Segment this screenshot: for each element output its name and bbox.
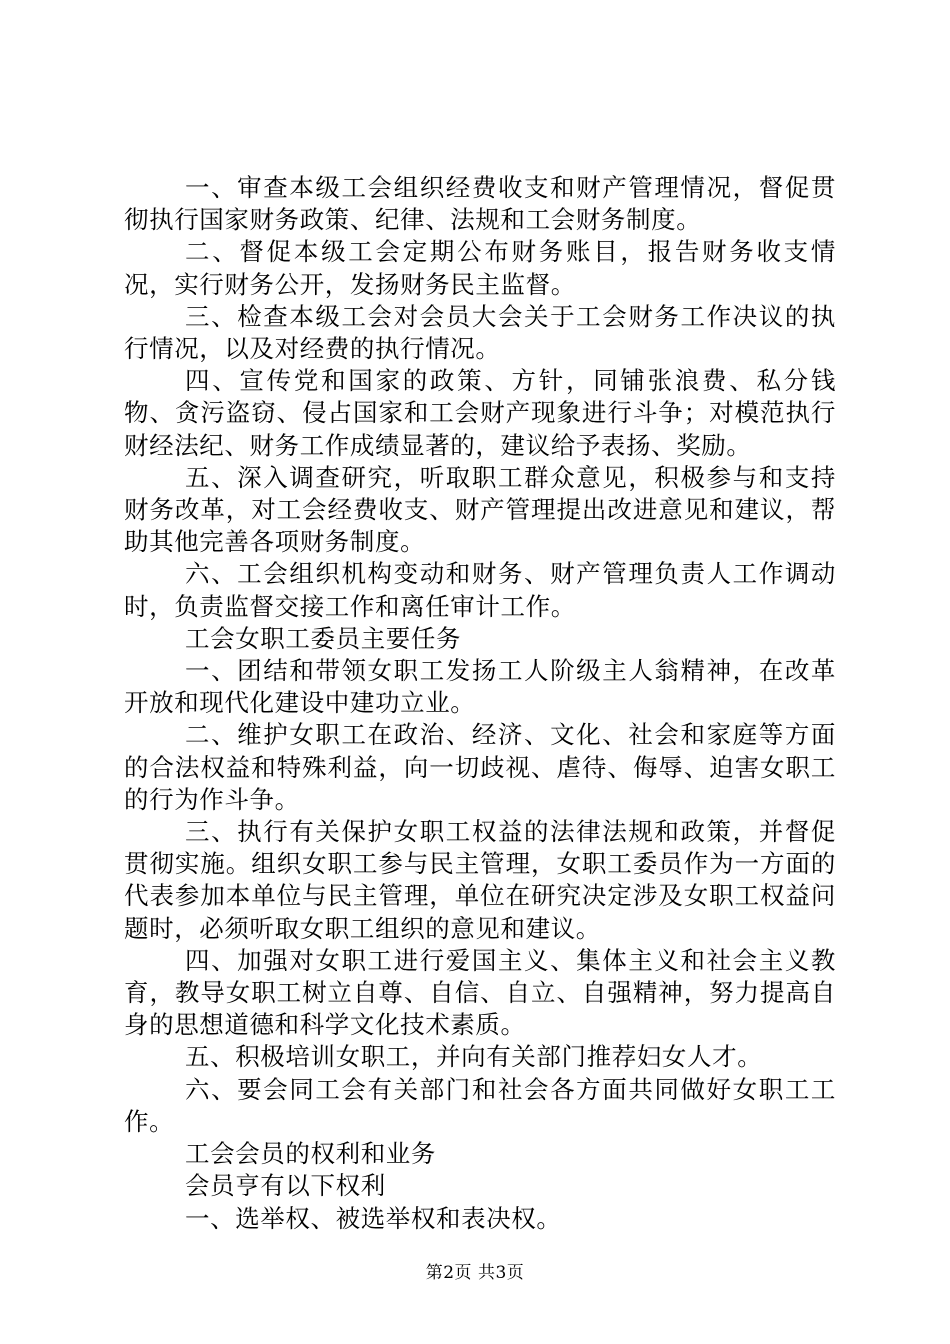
document-body — [124, 172, 836, 1235]
paragraph-enforce-laws: 三、执行有关保护女职工权益的法律法规和政策，并督促贯彻实施。组织女职工参与民主管理，女职工委员作为一方面的代表参加本单位与民主管理，单位在研究决定涉及女职工权益问题时，必须听取女职工组织的意见和建议。 — [124, 817, 836, 943]
paragraph-protect-rights: 二、维护女职工在政治、经济、文化、社会和家庭等方面的合法权益和特殊利益，向一切歧视、虐待、侮辱、迫害女职工的行为作斗争。 — [124, 720, 836, 814]
paragraph-training: 五、积极培训女职工，并向有关部门推荐妇女人才。 — [185, 1042, 763, 1072]
paragraph-audit-finance: 一、审查本级工会组织经费收支和财产管理情况，督促贯彻执行国家财务政策、纪律、法规和工会财务制度。 — [124, 173, 836, 235]
paragraph-cooperate: 六、要会同工会有关部门和社会各方面共同做好女职工工作。 — [124, 1074, 836, 1136]
paragraph-check-resolutions: 三、检查本级工会对会员大会关于工会财务工作决议的执行情况，以及对经费的执行情况。 — [124, 301, 836, 364]
subheading-member-rights: 会员亨有以下权利 — [185, 1171, 386, 1201]
page-footer — [0, 1262, 950, 1284]
page-number: 第2页 共3页 — [425, 1263, 525, 1283]
paragraph-handover-audit: 六、工会组织机构变动和财务、财产管理负责人工作调动时，负责监督交接工作和离任审计工作。 — [124, 559, 836, 621]
paragraph-promote-policy: 四、宣传党和国家的政策、方针，同铺张浪费、私分钱物、贪污盗窃、侵占国家和工会财产现象进行斗争；对模范执行财经法纪、财务工作成绩显著的，建议给予表扬、奖励。 — [124, 366, 836, 460]
paragraph-publish-accounts: 二、督促本级工会定期公布财务账目，报告财务收支情况，实行财务公开，发扬财务民主监督。 — [124, 237, 836, 299]
section-heading-women-committee: 工会女职工委员主要任务 — [185, 623, 462, 653]
paragraph-voting-rights: 一、选举权、被选举权和表决权。 — [185, 1203, 562, 1233]
section-heading-member-rights: 工会会员的权利和业务 — [185, 1139, 436, 1169]
paragraph-investigate: 五、深入调查研究，听取职工群众意见，积极参与和支持财务改革，对工会经费收支、财产管理提出改进意见和建议，帮助其他完善各项财务制度。 — [124, 462, 836, 557]
paragraph-education: 四、加强对女职工进行爱国主义、集体主义和社会主义教育，教导女职工树立自尊、自信、自立、自强精神，努力提高自身的思想道德和科学文化技术素质。 — [124, 945, 836, 1040]
paragraph-unite-women: 一、团结和带领女职工发扬工人阶级主人翁精神，在改革开放和现代化建设中建功立业。 — [124, 656, 836, 718]
